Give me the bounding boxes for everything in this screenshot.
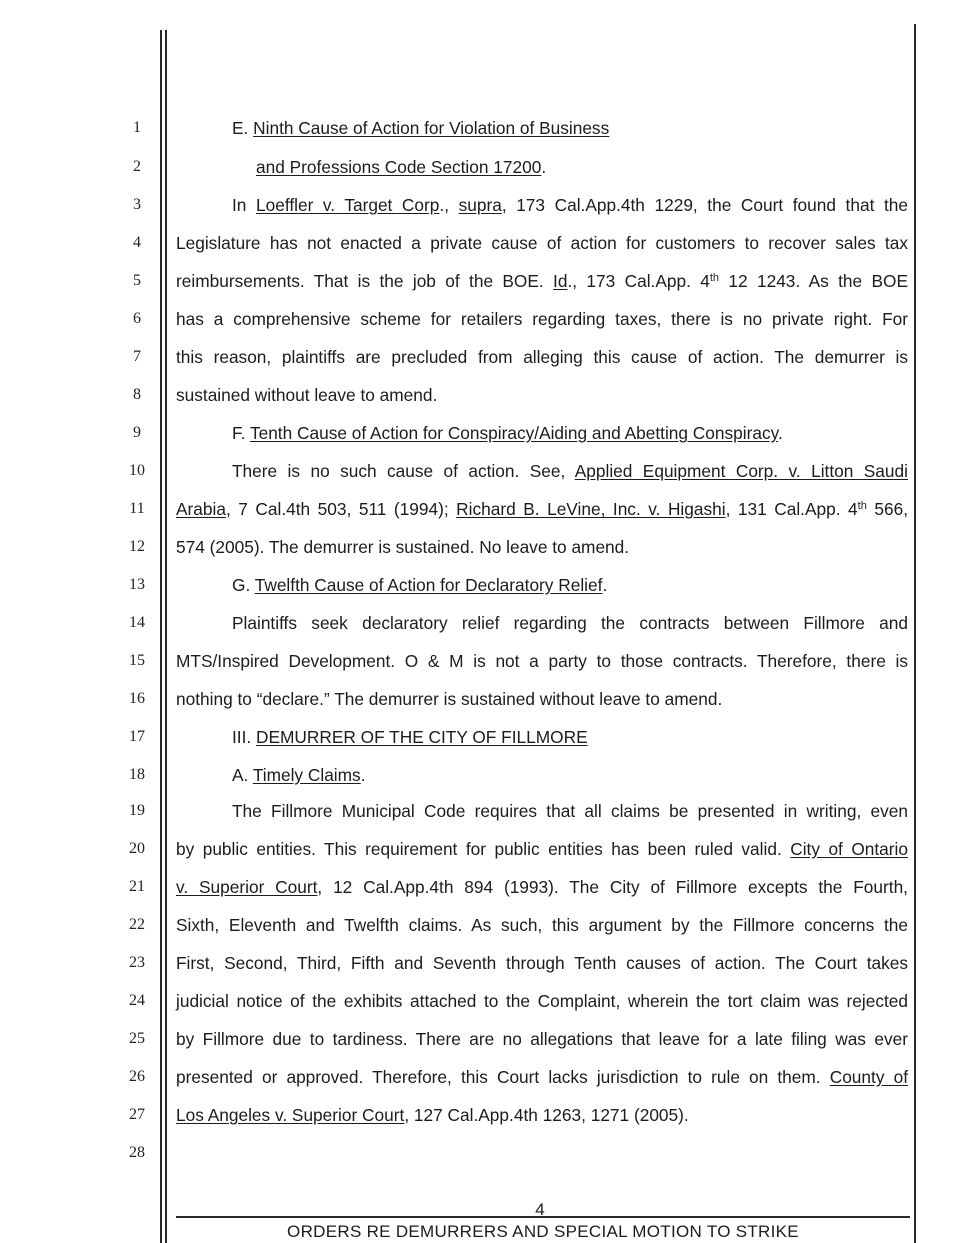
line-number: 23: [129, 954, 145, 971]
citation-underlined: v. Superior Court: [176, 877, 318, 897]
text-segment: G.: [232, 575, 255, 595]
citation-underlined: Loeffler v. Target Corp: [256, 195, 440, 215]
line-number: 28: [129, 1144, 145, 1161]
text-segment: Legislature has not enacted a private cause of action for customers to recover sales tax: [176, 233, 908, 253]
text-segment: , 12 Cal.App.4th 894 (1993). The City of Fillmore excepts the Fourth,: [317, 877, 908, 897]
line-number: 20: [129, 840, 145, 857]
line-number: 9: [133, 424, 141, 441]
line-number: 8: [133, 386, 141, 403]
line-number: 6: [133, 310, 141, 327]
text-line: [176, 536, 908, 558]
line-number: 14: [129, 614, 145, 631]
text-line: [176, 1104, 908, 1126]
line-number: 13: [129, 576, 145, 593]
citation-underlined: Richard B. LeVine, Inc. v. Higashi: [456, 499, 726, 519]
text-segment: .,: [439, 195, 459, 215]
text-segment: .: [541, 157, 547, 177]
page-number: 4: [535, 1200, 545, 1219]
text-segment: E.: [232, 118, 254, 138]
text-line: [176, 1028, 908, 1050]
line-number: 2: [133, 158, 141, 175]
text-line: [232, 612, 908, 634]
text-segment: by public entities. This requirement for public entities has been ruled valid.: [176, 839, 791, 859]
text-segment: 574 (2005). The demurrer is sustained. No leave to amend.: [176, 537, 630, 557]
text-segment: III.: [232, 727, 257, 747]
text-line: [232, 574, 908, 596]
text-line: [232, 460, 908, 482]
line-number: 15: [129, 652, 145, 669]
line-number: 18: [129, 766, 145, 783]
text-segment: this reason, plaintiffs are precluded from alleging this cause of action. The demurrer is: [176, 347, 908, 367]
text-segment: ., 173 Cal.App. 4: [567, 271, 710, 291]
line-number: 25: [129, 1030, 145, 1047]
text-line: [176, 232, 908, 254]
line-number: 27: [129, 1106, 145, 1123]
line-number: 12: [129, 538, 145, 555]
line-number: 22: [129, 916, 145, 933]
text-segment: reimbursements. That is the job of the BOE.: [176, 271, 554, 291]
text-line: [176, 384, 908, 406]
line-number: 10: [129, 462, 145, 479]
left-margin-rule-inner: [165, 30, 167, 1243]
footer-title: ORDERS RE DEMURRERS AND SPECIAL MOTION TO STRIKE: [287, 1222, 799, 1241]
text-segment: In: [232, 195, 256, 215]
text-segment: F.: [232, 423, 250, 443]
citation-underlined: Applied Equipment Corp. v. Litton Saudi: [574, 461, 908, 481]
text-segment: The Fillmore Municipal Code requires that all claims be presented in writing, even: [232, 801, 908, 821]
text-line: [232, 800, 908, 822]
text-line: [232, 422, 908, 444]
citation-underlined: Twelfth Cause of Action for Declaratory Relief: [254, 575, 603, 595]
text-segment: , 173 Cal.App.4th 1229, the Court found that the: [501, 195, 908, 215]
line-number: 16: [129, 690, 145, 707]
text-segment: by Fillmore due to tardiness. There are no allegations that leave for a late filing was ever: [176, 1029, 908, 1049]
line-number: 11: [129, 500, 145, 517]
text-segment: has a comprehensive scheme for retailers regarding taxes, there is no private right. For: [176, 309, 908, 329]
text-line: [176, 990, 908, 1012]
text-line: [176, 838, 908, 860]
citation-underlined: and Professions Code Section 17200: [256, 157, 542, 177]
text-segment: .: [360, 765, 366, 785]
line-number: 24: [129, 992, 145, 1009]
text-line: [232, 764, 908, 786]
text-line: [176, 650, 908, 672]
text-segment: sustained without leave to amend.: [176, 385, 438, 405]
line-number: 26: [129, 1068, 145, 1085]
text-segment: First, Second, Third, Fifth and Seventh through Tenth causes of action. The Court takes: [176, 953, 908, 973]
citation-underlined: County of: [829, 1067, 909, 1087]
line-number: 1: [133, 119, 141, 136]
text-segment: Plaintiffs seek declaratory relief regarding the contracts between Fillmore and: [232, 613, 908, 633]
citation-underlined: DEMURRER OF THE CITY OF FILLMORE: [256, 727, 588, 747]
line-number: 4: [133, 234, 141, 251]
line-number: 17: [129, 728, 145, 745]
line-number: 7: [133, 348, 141, 365]
citation-underlined: Los Angeles v. Superior Court: [176, 1105, 405, 1125]
text-line: [176, 308, 908, 330]
text-segment: MTS/Inspired Development. O & M is not a party to those contracts. Therefore, there is: [176, 651, 908, 671]
text-segment: nothing to “declare.” The demurrer is sustained without leave to amend.: [176, 689, 723, 709]
line-number: 5: [133, 272, 141, 289]
right-margin-rule: [914, 24, 916, 1243]
citation-underlined: Arabia: [176, 499, 226, 519]
text-segment: 566,: [866, 499, 908, 519]
superscript: th: [709, 272, 720, 284]
text-segment: presented or approved. Therefore, this Court lacks jurisdiction to rule on them.: [176, 1067, 830, 1087]
text-line: [232, 194, 908, 216]
line-number: 3: [133, 196, 141, 213]
text-line: [176, 876, 908, 898]
text-line: [176, 346, 908, 368]
line-number: 21: [129, 878, 145, 895]
citation-underlined: Tenth Cause of Action for Conspiracy/Aiding and Abetting Conspiracy: [249, 423, 778, 443]
text-segment: judicial notice of the exhibits attached to the Complaint, wherein the tort claim was rejected: [176, 991, 908, 1011]
superscript: th: [857, 500, 867, 512]
text-segment: , 127 Cal.App.4th 1263, 1271 (2005).: [404, 1105, 689, 1125]
text-line: [256, 156, 908, 178]
text-line: [176, 952, 908, 974]
citation-underlined: supra: [458, 195, 502, 215]
line-number: 19: [129, 802, 145, 819]
text-line: [176, 498, 908, 520]
citation-underlined: Ninth Cause of Action for Violation of Business: [253, 118, 610, 138]
text-line: [176, 270, 908, 292]
text-line: [176, 914, 908, 936]
text-line: [176, 688, 908, 710]
text-segment: , 131 Cal.App. 4: [725, 499, 858, 519]
text-segment: Sixth, Eleventh and Twelfth claims. As such, this argument by the Fillmore concerns the: [176, 915, 908, 935]
text-segment: There is no such cause of action. See,: [232, 461, 575, 481]
text-line: [232, 726, 908, 748]
citation-underlined: Timely Claims: [252, 765, 361, 785]
text-segment: , 7 Cal.4th 503, 511 (1994);: [225, 499, 457, 519]
text-line: [232, 117, 908, 139]
text-segment: .: [602, 575, 608, 595]
citation-underlined: City of Ontario: [790, 839, 908, 859]
left-margin-rule: [160, 30, 162, 1243]
text-line: [176, 1066, 908, 1088]
text-segment: 12 1243. As the BOE: [719, 271, 908, 291]
citation-underlined: Id: [553, 271, 568, 291]
text-segment: A.: [232, 765, 253, 785]
text-segment: .: [777, 423, 783, 443]
